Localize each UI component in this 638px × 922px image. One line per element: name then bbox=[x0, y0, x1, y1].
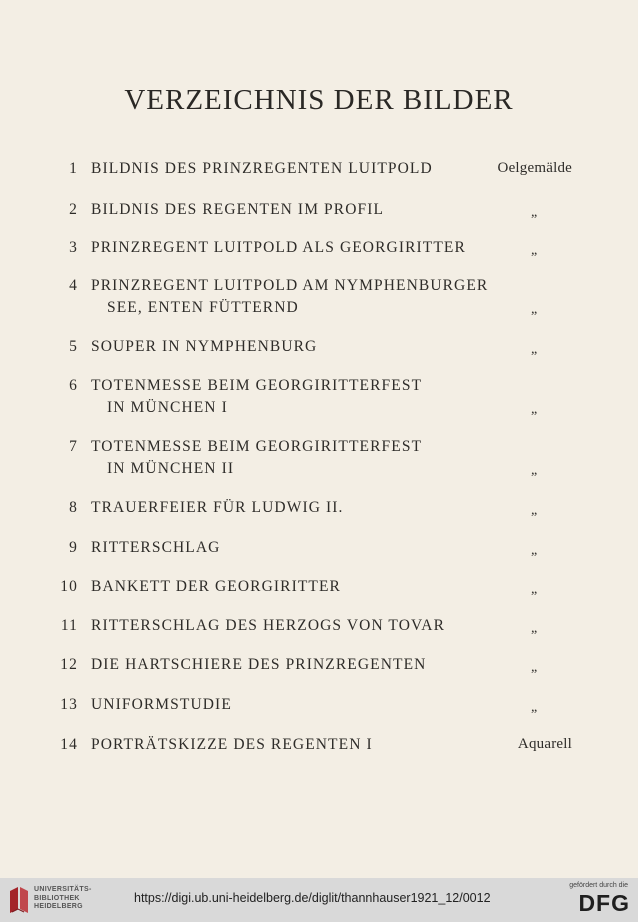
item-number: 8 bbox=[69, 499, 78, 516]
item-number: 13 bbox=[60, 696, 78, 713]
ditto-mark: „ bbox=[531, 543, 538, 558]
item-number: 5 bbox=[69, 338, 78, 355]
item-title: TOTENMESSE BEIM GEORGIRITTERFEST bbox=[91, 377, 423, 394]
item-title: TRAUERFEIER FÜR LUDWIG II. bbox=[91, 499, 344, 516]
ditto-mark: „ bbox=[531, 205, 538, 220]
ditto-mark: „ bbox=[531, 621, 538, 636]
list-item bbox=[0, 438, 638, 478]
item-number: 7 bbox=[69, 438, 78, 455]
item-title: UNIFORMSTUDIE bbox=[91, 696, 232, 713]
item-title: IN MÜNCHEN II bbox=[107, 460, 235, 477]
ditto-mark: „ bbox=[531, 302, 538, 317]
ditto-mark: „ bbox=[531, 342, 538, 357]
item-title: TOTENMESSE BEIM GEORGIRITTERFEST bbox=[91, 438, 423, 455]
list-item bbox=[0, 578, 638, 618]
library-logo-text: UNIVERSITÄTS- BIBLIOTHEK HEIDELBERG bbox=[34, 886, 92, 910]
item-title: BILDNIS DES REGENTEN IM PROFIL bbox=[91, 201, 385, 218]
item-number: 3 bbox=[69, 239, 78, 256]
list-item bbox=[0, 617, 638, 657]
list-item bbox=[0, 338, 638, 378]
list-item bbox=[0, 696, 638, 736]
ditto-mark: „ bbox=[531, 243, 538, 258]
item-title: BILDNIS DES PRINZREGENTEN LUITPOLD bbox=[91, 160, 433, 177]
list-item bbox=[0, 377, 638, 417]
item-title: SEE, ENTEN FÜTTERND bbox=[107, 299, 299, 316]
item-number: 14 bbox=[60, 736, 78, 753]
list-item bbox=[0, 656, 638, 696]
item-number: 2 bbox=[69, 201, 78, 218]
list-item bbox=[0, 201, 638, 241]
ditto-mark: „ bbox=[531, 700, 538, 715]
item-title: IN MÜNCHEN I bbox=[107, 399, 228, 416]
item-number: 4 bbox=[69, 277, 78, 294]
list-item bbox=[0, 239, 638, 279]
footer-bar bbox=[0, 878, 638, 922]
ditto-mark: „ bbox=[531, 503, 538, 518]
ditto-mark: „ bbox=[531, 660, 538, 675]
list-item bbox=[0, 160, 638, 200]
source-url-link[interactable]: https://digi.ub.uni-heidelberg.de/diglit/thannhauser1921_12/0012 bbox=[134, 891, 491, 905]
item-number: 9 bbox=[69, 539, 78, 556]
ditto-mark: „ bbox=[531, 402, 538, 417]
item-number: 1 bbox=[69, 160, 78, 177]
item-title: RITTERSCHLAG bbox=[91, 539, 221, 556]
sponsor-note: gefördert durch die bbox=[569, 882, 628, 889]
item-title: PORTRÄTSKIZZE DES REGENTEN I bbox=[91, 736, 373, 753]
item-number: 12 bbox=[60, 656, 78, 673]
item-title: RITTERSCHLAG DES HERZOGS VON TOVAR bbox=[91, 617, 446, 634]
item-number: 11 bbox=[60, 617, 78, 634]
item-medium: Aquarell bbox=[517, 736, 572, 752]
list-item bbox=[0, 499, 638, 539]
item-title: SOUPER IN NYMPHENBURG bbox=[91, 338, 318, 355]
item-number: 10 bbox=[60, 578, 78, 595]
list-item bbox=[0, 539, 638, 579]
item-number: 6 bbox=[69, 377, 78, 394]
list-item bbox=[0, 277, 638, 317]
item-title: BANKETT DER GEORGIRITTER bbox=[91, 578, 341, 595]
page-title: VERZEICHNIS DER BILDER bbox=[124, 84, 514, 116]
item-title: PRINZREGENT LUITPOLD ALS GEORGIRITTER bbox=[91, 239, 466, 256]
item-title: DIE HARTSCHIERE DES PRINZREGENTEN bbox=[91, 656, 427, 673]
ditto-mark: „ bbox=[531, 463, 538, 478]
item-medium: Oelgemälde bbox=[497, 160, 572, 176]
item-title: PRINZREGENT LUITPOLD AM NYMPHENBURGER bbox=[91, 277, 489, 294]
library-logo-icon bbox=[8, 885, 30, 915]
dfg-logo: DFG bbox=[578, 890, 630, 916]
list-item bbox=[0, 736, 638, 776]
ditto-mark: „ bbox=[531, 582, 538, 597]
